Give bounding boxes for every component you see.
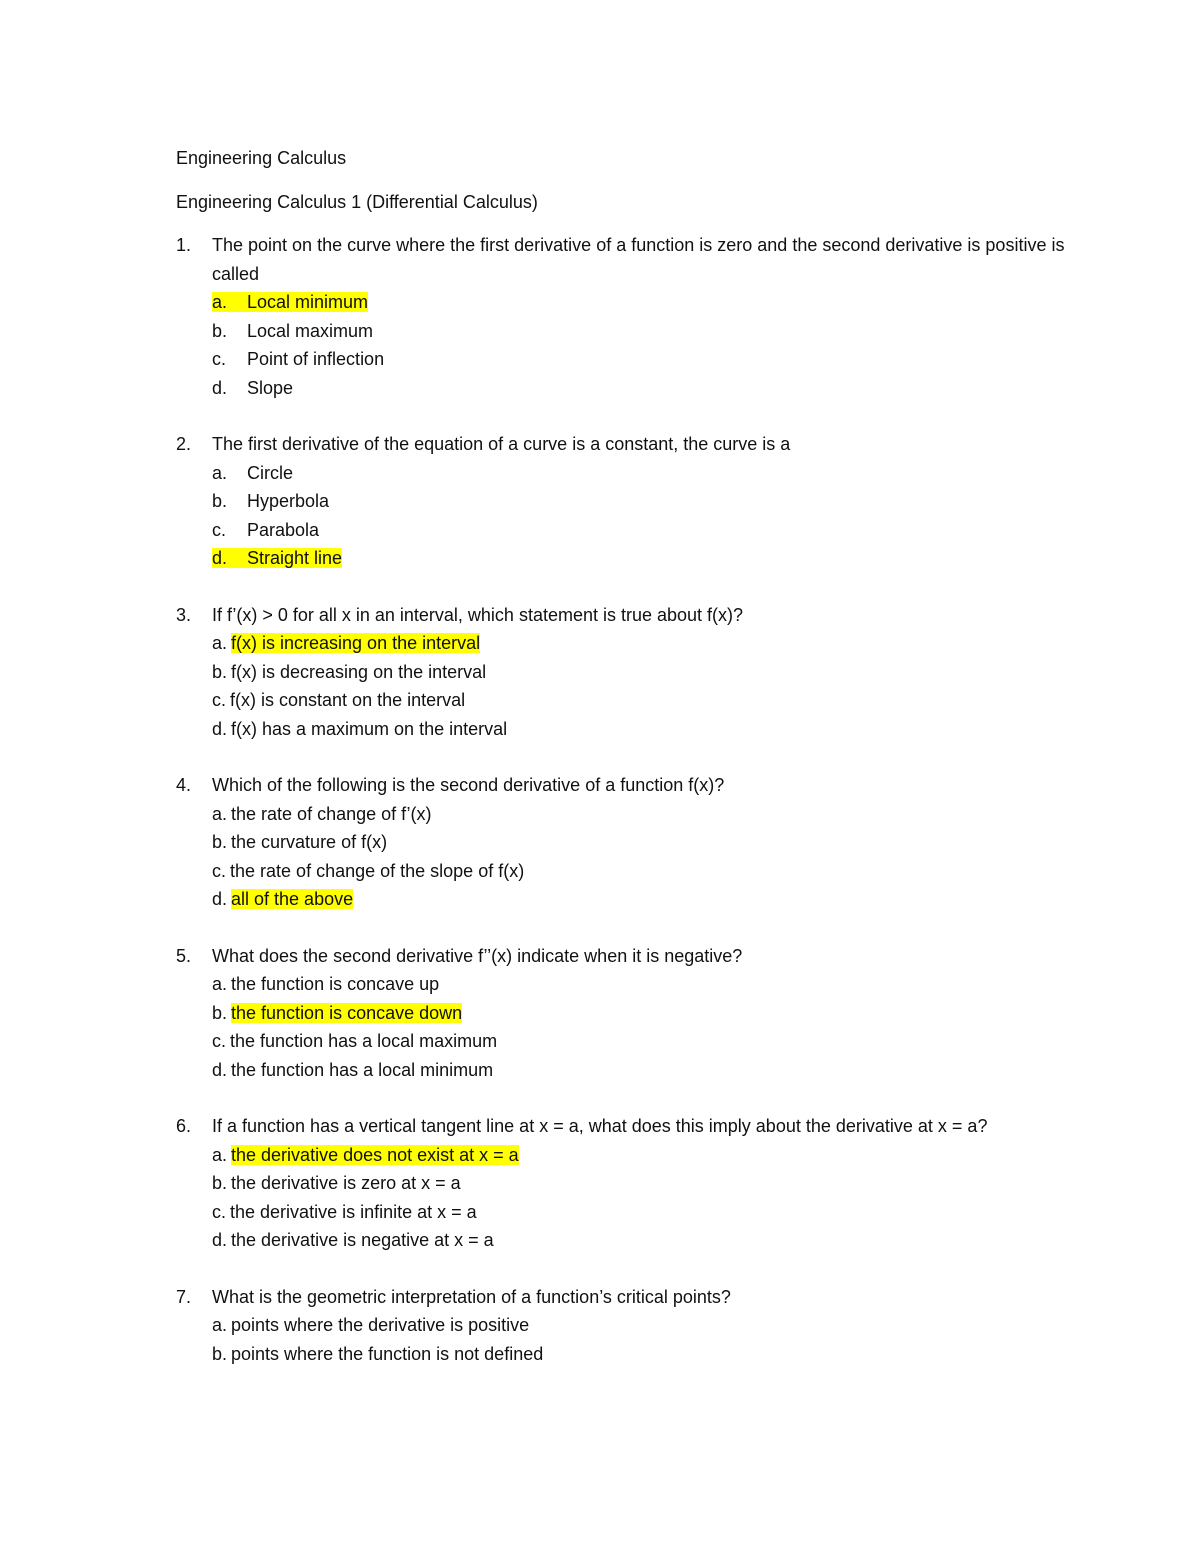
answer-content (212, 861, 524, 881)
option-letter: c. (212, 1031, 227, 1051)
answer-option (176, 1056, 1200, 1085)
answer-option (176, 1141, 1200, 1170)
option-text: the rate of change of f’(x) (231, 803, 432, 824)
option-text: f(x) has a maximum on the interval (231, 718, 508, 739)
option-letter: a. (212, 803, 228, 824)
option-text: Local maximum (247, 320, 374, 341)
option-text: f(x) is decreasing on the interval (231, 661, 487, 682)
correct-answer-highlight (212, 292, 368, 312)
option-text: the function is concave down (231, 1002, 463, 1023)
question-stem (176, 430, 1200, 459)
answer-content (212, 804, 431, 824)
answer-content (212, 321, 373, 341)
question-text: If f’(x) > 0 for all x in an interval, which statement is true about f(x)? (212, 604, 744, 625)
answer-content (212, 662, 486, 682)
document-title: Engineering Calculus (176, 148, 347, 168)
option-text: points where the derivative is positive (231, 1315, 530, 1335)
question-stem (176, 771, 1200, 800)
option-letter: c. (212, 860, 227, 881)
answer-option (176, 459, 1200, 488)
answer-option (176, 516, 1200, 545)
question-text: What does the second derivative f’’(x) indicate when it is negative? (212, 945, 743, 966)
answer-option (176, 999, 1200, 1028)
option-letter: b. (212, 491, 228, 511)
question-3 (176, 601, 1200, 744)
question-number: 1. (176, 235, 192, 255)
answer-option (176, 1226, 1200, 1255)
answer-option (176, 1340, 1200, 1369)
option-list (176, 288, 1200, 402)
answer-content (212, 1315, 529, 1335)
question-2 (176, 430, 1200, 573)
option-text: the function has a local minimum (231, 1059, 494, 1080)
option-letter: b. (212, 661, 228, 682)
answer-content (212, 1344, 543, 1364)
answer-option (176, 288, 1200, 317)
option-letter: a. (212, 974, 228, 994)
section-title: Engineering Calculus 1 (Differential Calculus) (176, 191, 538, 212)
answer-content (212, 1230, 494, 1250)
question-7 (176, 1283, 1200, 1369)
answer-option (176, 857, 1200, 886)
answer-option (176, 317, 1200, 346)
answer-option (176, 828, 1200, 857)
answer-content (212, 832, 387, 852)
answer-option (176, 686, 1200, 715)
option-text: Hyperbola (247, 491, 330, 511)
question-4 (176, 771, 1200, 914)
question-text: The first derivative of the equation of a curve is a constant, the curve is a (212, 434, 791, 454)
answer-content (212, 1060, 493, 1080)
question-text: Which of the following is the second derivative of a function f(x)? (212, 775, 725, 795)
answer-option (176, 885, 1200, 914)
option-letter: c. (212, 349, 227, 369)
option-letter: d. (212, 889, 228, 909)
option-text: the derivative is infinite at x = a (230, 1201, 477, 1222)
option-letter: d. (212, 548, 228, 568)
answer-content (212, 491, 329, 511)
option-letter: d. (212, 1230, 228, 1250)
question-stem (176, 1112, 1200, 1141)
option-list (176, 1311, 1200, 1368)
option-letter: b. (212, 1002, 228, 1023)
option-text: the curvature of f(x) (231, 832, 388, 852)
option-text: the function is concave up (231, 974, 440, 994)
answer-content (212, 1202, 477, 1222)
option-letter: d. (212, 377, 228, 398)
answer-content (212, 349, 384, 369)
option-text: the derivative is zero at x = a (231, 1173, 461, 1193)
correct-answer-highlight (231, 633, 480, 653)
answer-option (176, 800, 1200, 829)
question-5 (176, 942, 1200, 1085)
question-text: The point on the curve where the first derivative of a function is zero and the second derivative is positive is called (212, 235, 1065, 284)
answer-content (212, 974, 439, 994)
question-number: 7. (176, 1286, 192, 1307)
option-letter: d. (212, 1059, 228, 1080)
option-list (176, 629, 1200, 743)
answer-option (176, 658, 1200, 687)
option-letter: c. (212, 519, 227, 540)
option-letter: a. (212, 462, 228, 483)
option-text: the function has a local maximum (230, 1031, 498, 1051)
question-number: 6. (176, 1116, 192, 1136)
answer-option (176, 487, 1200, 516)
answer-option (176, 715, 1200, 744)
question-number: 2. (176, 434, 192, 454)
question-text: What is the geometric interpretation of a function’s critical points? (212, 1286, 731, 1307)
answer-content (212, 719, 507, 739)
option-letter: b. (212, 1343, 228, 1364)
option-letter: a. (212, 292, 228, 312)
option-letter: c. (212, 1201, 227, 1222)
answer-content (212, 1031, 497, 1051)
option-list (176, 970, 1200, 1084)
option-text: Point of inflection (247, 349, 385, 369)
option-text: the derivative does not exist at x = a (231, 1144, 519, 1165)
correct-answer-highlight (212, 548, 342, 568)
option-list (176, 459, 1200, 573)
question-stem (176, 942, 1200, 971)
option-letter: b. (212, 832, 228, 852)
answer-content (212, 1173, 461, 1193)
option-text: Straight line (247, 548, 343, 568)
option-letter: b. (212, 320, 228, 341)
answer-option (176, 345, 1200, 374)
answer-content (212, 520, 319, 540)
correct-answer-highlight (231, 1003, 462, 1023)
question-6 (176, 1112, 1200, 1255)
answer-content (212, 378, 293, 398)
option-text: f(x) is constant on the interval (230, 690, 466, 710)
option-list (176, 1141, 1200, 1255)
option-list (176, 800, 1200, 914)
option-text: the derivative is negative at x = a (231, 1230, 494, 1250)
correct-answer-highlight (231, 889, 353, 909)
option-letter: a. (212, 633, 228, 653)
answer-option (176, 970, 1200, 999)
question-number: 3. (176, 604, 192, 625)
question-stem (176, 1283, 1200, 1312)
option-text: Parabola (247, 519, 320, 540)
option-text: f(x) is increasing on the interval (231, 633, 481, 653)
question-stem (176, 601, 1200, 630)
question-number: 4. (176, 775, 192, 795)
option-letter: c. (212, 690, 227, 710)
answer-option (176, 544, 1200, 573)
answer-content (212, 690, 465, 710)
question-text: If a function has a vertical tangent line at x = a, what does this imply about the derivative at x = a? (212, 1116, 988, 1136)
option-text: Local minimum (247, 292, 369, 312)
option-text: points where the function is not defined (231, 1343, 544, 1364)
answer-option (176, 1311, 1200, 1340)
answer-option (176, 1027, 1200, 1056)
option-text: all of the above (231, 889, 354, 909)
answer-option (176, 629, 1200, 658)
answer-option (176, 1198, 1200, 1227)
question-list (176, 231, 1200, 1368)
answer-option (176, 374, 1200, 403)
correct-answer-highlight (231, 1145, 519, 1165)
answer-content (212, 463, 293, 483)
option-letter: a. (212, 1144, 228, 1165)
answer-option (176, 1169, 1200, 1198)
option-text: Circle (247, 462, 294, 483)
option-text: the rate of change of the slope of f(x) (230, 860, 525, 881)
option-text: Slope (247, 377, 294, 398)
question-number: 5. (176, 945, 192, 966)
option-letter: d. (212, 718, 228, 739)
question-1 (176, 231, 1200, 402)
option-letter: b. (212, 1173, 228, 1193)
option-letter: a. (212, 1315, 228, 1335)
question-stem (176, 231, 1200, 288)
